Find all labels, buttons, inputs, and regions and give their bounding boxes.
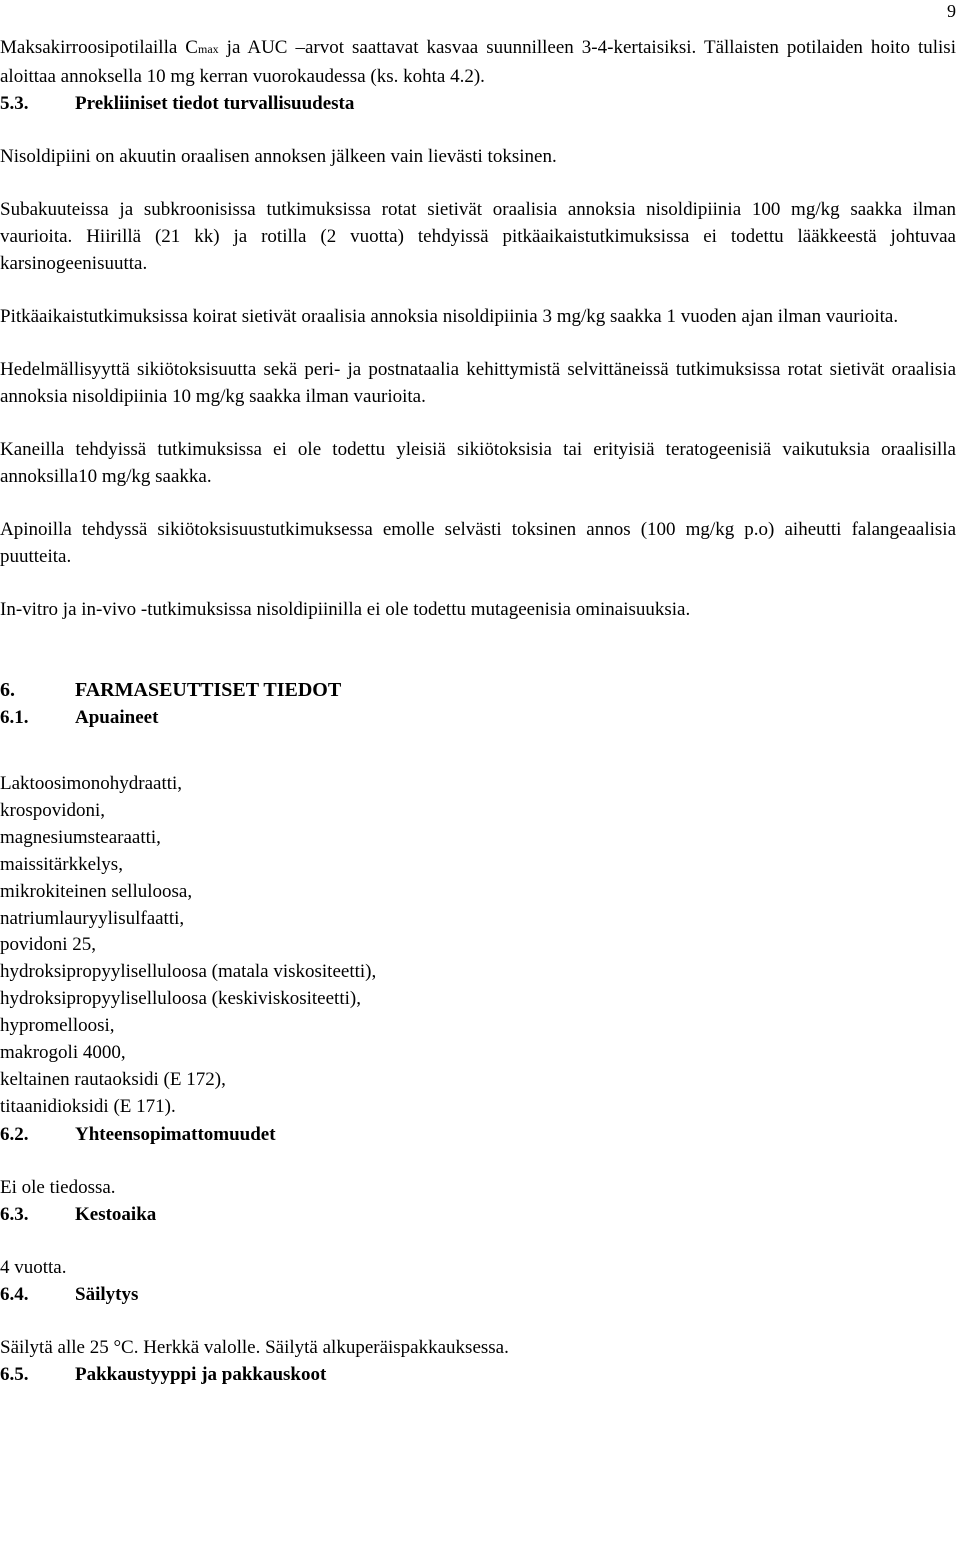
page-number: 9 (947, 1, 956, 21)
document-body (0, 34, 956, 1388)
list-item: magnesiumstearaatti, (0, 826, 161, 848)
section-number: 6.3. (0, 1203, 29, 1225)
list-item: mikrokiteinen selluloosa, (0, 880, 193, 902)
section-heading-6-3 (0, 1201, 956, 1228)
section-number: 6.1. (0, 707, 29, 728)
intro-paragraph (0, 34, 956, 90)
list-item: makrogoli 4000, (0, 1042, 126, 1064)
list-item: Laktoosimonohydraatti, (0, 773, 183, 794)
paragraph: Kaneilla tehdyissä tutkimuksissa ei ole todettu yleisiä sikiötoksisia tai erityisiä teratogeenisiä vaikutuksia oraalisilla annoksilla10 mg/kg saakka. (0, 439, 956, 487)
section-number: 6.5. (0, 1363, 29, 1385)
paragraph: Nisoldipiini on akuutin oraalisen annoksen jälkeen vain lievästi toksinen. (0, 146, 557, 167)
section-number: 6.2. (0, 1123, 29, 1145)
paragraph: Hedelmällisyyttä sikiötoksisuutta sekä peri- ja postnataalia kehittymistä selvittäneissä tutkimuksissa rotat sietivät oraalisia annoksia nisoldipiinia 10 mg/kg saakka ilman vaurioita. (0, 359, 956, 407)
list-item: hydroksipropyyliselluloosa (matala viskositeetti), (0, 961, 377, 983)
list-item: povidoni 25, (0, 934, 97, 956)
section-title: Säilytys (75, 1283, 139, 1305)
section-title: Yhteensopimattomuudet (75, 1123, 276, 1145)
paragraph: Apinoilla tehdyssä sikiötoksisuustutkimuksessa emolle selvästi toksinen annos (100 mg/kg p.o) aiheutti falangeaalisia puutteita. (0, 519, 956, 567)
list-item: keltainen rautaoksidi (E 172), (0, 1068, 226, 1090)
list-item: titaanidioksidi (E 171). (0, 1095, 176, 1117)
paragraph: In-vitro ja in-vivo -tutkimuksissa nisoldipiinilla ei ole todettu mutageenisia ominaisuuksia. (0, 599, 691, 620)
paragraph: 4 vuotta. (0, 1256, 67, 1278)
paragraph: Säilytä alle 25 °C. Herkkä valolle. Säilytä alkuperäispakkauksessa. (0, 1336, 509, 1358)
section-heading-6-1 (0, 704, 956, 731)
section-heading-6-4 (0, 1281, 956, 1308)
section-heading-5-3 (0, 90, 956, 117)
section-number: 6.4. (0, 1283, 29, 1305)
section-heading-6 (0, 677, 956, 704)
section-title: Prekliiniset tiedot turvallisuudesta (75, 93, 355, 114)
section-number: 5.3. (0, 93, 29, 114)
excipient-list (0, 771, 956, 1121)
section-title: Pakkaustyyppi ja pakkauskoot (75, 1363, 327, 1385)
list-item: hypromelloosi, (0, 1015, 115, 1037)
list-item: maissitärkkelys, (0, 853, 123, 875)
paragraph: Subakuuteissa ja subkroonisissa tutkimuksissa rotat sietivät oraalisia annoksia nisoldipiinia 100 mg/kg saakka ilman vaurioita. Hiirillä (21 kk) ja rotilla (2 vuotta) tehdyissä pitkäaikaistutkimuksissa ei todettu lääkkeestä johtuvaa karsinogeenisuutta. (0, 199, 956, 274)
section-heading-6-5 (0, 1361, 956, 1388)
section-title: Apuaineet (75, 707, 159, 728)
intro-text-a: Maksakirroosipotilailla C (0, 37, 198, 58)
list-item: krospovidoni, (0, 799, 106, 821)
list-item: hydroksipropyyliselluloosa (keskiviskositeetti), (0, 988, 361, 1010)
list-item: natriumlauryylisulfaatti, (0, 907, 185, 929)
section-title: FARMASEUTTISET TIEDOT (75, 679, 342, 701)
section-number: 6. (0, 679, 15, 701)
intro-text-b: ja AUC –arvot saattavat kasvaa suunnilleen 3-4-kertaisiksi. Tällaisten potilaiden hoito tulisi aloittaa annoksella 10 mg kerran vuorokaudessa (ks. kohta 4.2). (0, 37, 956, 87)
paragraph: Ei ole tiedossa. (0, 1176, 116, 1198)
section-title: Kestoaika (75, 1203, 157, 1225)
paragraph: Pitkäaikaistutkimuksissa koirat sietivät oraalisia annoksia nisoldipiinia 3 mg/kg saakka 1 vuoden ajan ilman vaurioita. (0, 306, 899, 327)
cmax-subscript: max (197, 42, 219, 56)
section-heading-6-2 (0, 1121, 956, 1148)
